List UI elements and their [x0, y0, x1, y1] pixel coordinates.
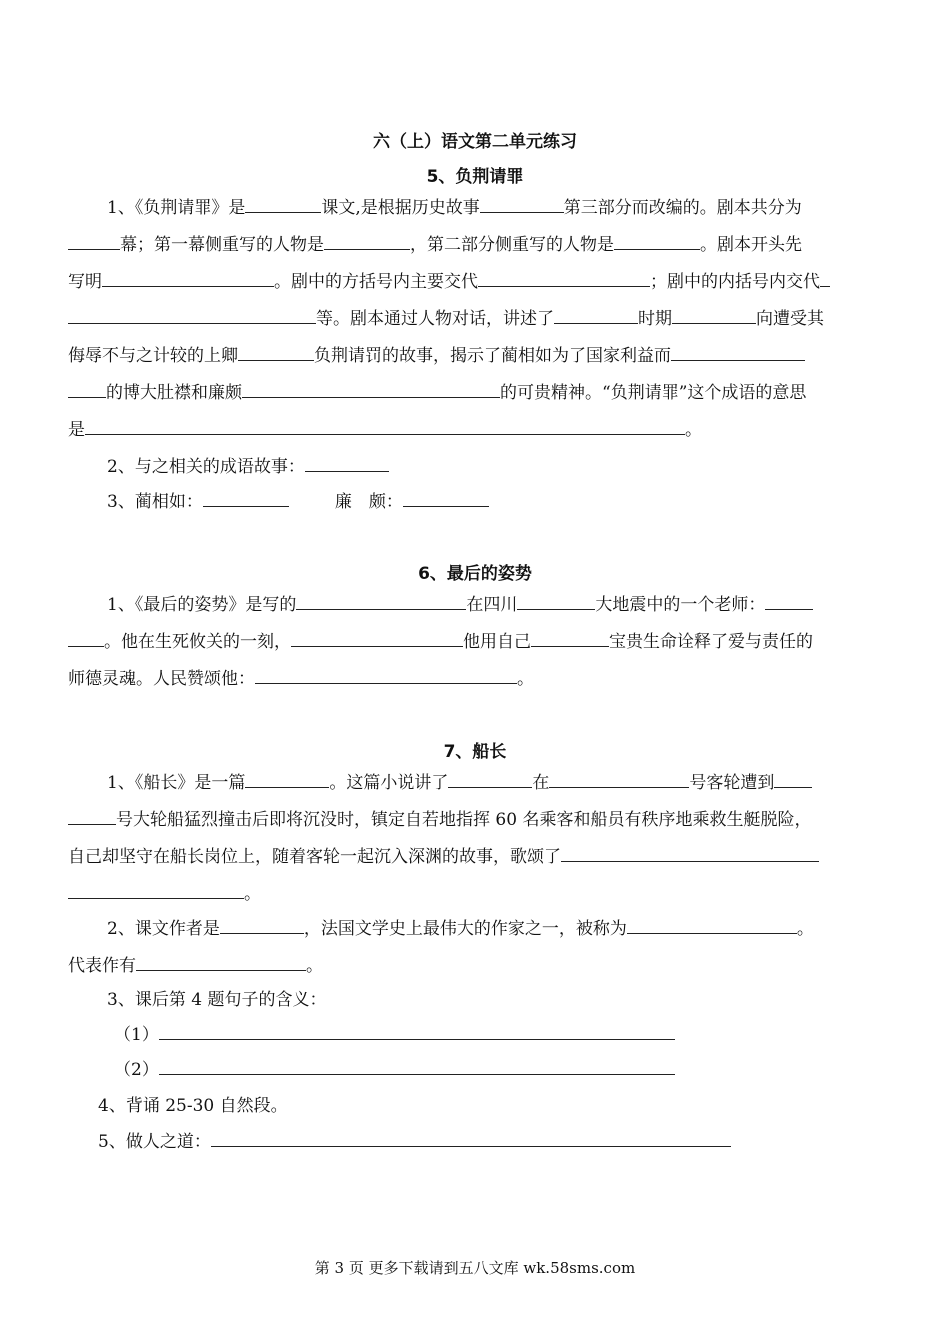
- text: 大地震中的一个老师：: [595, 595, 766, 615]
- fill-blank[interactable]: [627, 917, 797, 934]
- fill-blank[interactable]: [291, 630, 463, 647]
- fill-blank[interactable]: [85, 418, 685, 435]
- fill-blank[interactable]: [238, 344, 314, 361]
- text: （2）: [114, 1060, 159, 1080]
- fill-blank[interactable]: [68, 808, 116, 825]
- text: 廉 颇：: [334, 492, 403, 512]
- text: 。: [796, 919, 814, 939]
- fill-blank[interactable]: [245, 196, 321, 213]
- fill-blank[interactable]: [672, 307, 756, 324]
- fill-blank[interactable]: [159, 1023, 675, 1040]
- text: 5、做人之道：: [98, 1132, 211, 1152]
- s5-paragraph-line-6: [68, 381, 806, 404]
- text: 幕；第一幕侧重写的人物是: [120, 235, 324, 255]
- s5-question-3: [107, 490, 489, 513]
- s7-question-3-item-1: [114, 1023, 675, 1046]
- text: 时期: [638, 309, 672, 329]
- fill-blank[interactable]: [255, 667, 517, 684]
- section-7-heading: 7、船长: [443, 742, 507, 762]
- text: 。: [306, 956, 323, 976]
- fill-blank[interactable]: [159, 1058, 675, 1075]
- text: 3、蔺相如：: [107, 492, 203, 512]
- s7-paragraph-line-2: [68, 808, 811, 831]
- text: 代表作有: [68, 956, 136, 976]
- page-footer: 第 3 页 更多下载请到五八文库 wk.58sms.com: [314, 1259, 636, 1277]
- fill-blank[interactable]: [245, 771, 329, 788]
- text: 。剧中的方括号内主要交代: [274, 272, 478, 292]
- text: 等。剧本通过人物对话，讲述了: [316, 309, 554, 329]
- fill-blank[interactable]: [403, 490, 489, 507]
- text: 是: [68, 420, 85, 440]
- text: ，第二部分侧重写的人物是: [410, 235, 614, 255]
- fill-blank[interactable]: [478, 270, 650, 287]
- s5-paragraph-line-4: [68, 307, 824, 330]
- text: 。剧本开头先: [700, 235, 802, 255]
- fill-blank[interactable]: [136, 954, 306, 971]
- s5-paragraph-line-1: [107, 196, 802, 219]
- section-5-heading: 5、负荆请罪: [426, 167, 524, 187]
- fill-blank[interactable]: [68, 630, 104, 647]
- s7-question-2: [107, 917, 814, 940]
- s5-question-2: [107, 455, 389, 478]
- fill-blank[interactable]: [549, 771, 689, 788]
- s5-paragraph-line-5: [68, 344, 805, 367]
- s6-paragraph-line-1: [107, 593, 813, 616]
- s5-paragraph-line-2: [68, 233, 802, 256]
- fill-blank[interactable]: [614, 233, 700, 250]
- s6-paragraph-line-3: [68, 667, 534, 690]
- s7-paragraph-line-4: [68, 882, 261, 905]
- fill-blank[interactable]: [517, 593, 595, 610]
- fill-blank[interactable]: [68, 882, 244, 899]
- page-title: 六（上）语文第二单元练习: [373, 132, 577, 152]
- section-6-heading: 6、最后的姿势: [418, 564, 532, 584]
- s6-paragraph-line-2: [68, 630, 813, 653]
- fill-blank[interactable]: [765, 593, 813, 610]
- text: 1、《最后的姿势》是写的: [107, 595, 297, 615]
- s7-question-3: 3、课后第 4 题句子的含义：: [107, 990, 327, 1010]
- text: 。他在生死攸关的一刻，: [104, 632, 291, 652]
- text: 号客轮遭到: [689, 773, 775, 793]
- text: 在四川: [466, 595, 518, 615]
- fill-blank[interactable]: [324, 233, 410, 250]
- fill-blank[interactable]: [531, 630, 609, 647]
- text: 向遭受其: [756, 309, 824, 329]
- fill-blank[interactable]: [203, 490, 289, 507]
- fill-blank[interactable]: [671, 344, 805, 361]
- text: 1、《负荆请罪》是: [107, 198, 246, 218]
- s7-question-5: [98, 1130, 731, 1153]
- text: 第三部分而改编的。剧本共分为: [563, 198, 802, 218]
- text: 自己却坚守在船长岗位上，随着客轮一起沉入深渊的故事，歌颂了: [68, 847, 561, 867]
- fill-blank[interactable]: [68, 381, 106, 398]
- text: 。: [685, 420, 702, 440]
- text: ，法国文学史上最伟大的作家之一，被称为: [303, 919, 627, 939]
- text: 的博大肚襟和廉颇: [106, 383, 242, 403]
- s7-question-3-item-2: [114, 1058, 675, 1081]
- text: 他用自己: [463, 632, 531, 652]
- text: （1）: [114, 1025, 159, 1045]
- fill-blank[interactable]: [211, 1130, 731, 1147]
- text: 1、《船长》是一篇: [107, 773, 246, 793]
- fill-blank[interactable]: [102, 270, 274, 287]
- s7-question-4: 4、背诵 25-30 自然段。: [98, 1096, 288, 1116]
- text: 的可贵精神。“负荆请罪”这个成语的意思: [500, 383, 807, 403]
- fill-blank[interactable]: [480, 196, 564, 213]
- text: 课文,是根据历史故事: [321, 198, 480, 218]
- s5-paragraph-line-7: [68, 418, 702, 441]
- text: 在: [532, 773, 550, 793]
- s7-question-2-continued: [68, 954, 323, 977]
- fill-blank[interactable]: [820, 270, 830, 287]
- fill-blank[interactable]: [68, 307, 316, 324]
- fill-blank[interactable]: [448, 771, 532, 788]
- text: 宝贵生命诠释了爱与责任的: [609, 632, 813, 652]
- text: 号大轮船猛烈撞击后即将沉没时，镇定自若地指挥 60 名乘客和船员有秩序地乘救生艇脱险，: [116, 810, 812, 830]
- text: 。: [244, 884, 261, 904]
- fill-blank[interactable]: [220, 917, 304, 934]
- text: 。: [517, 669, 534, 689]
- text: 负荆请罚的故事，揭示了蔺相如为了国家利益而: [314, 346, 671, 366]
- text: 师德灵魂。人民赞颂他：: [68, 669, 255, 689]
- text: 。这篇小说讲了: [329, 773, 449, 793]
- text: ；剧中的内括号内交代: [650, 272, 820, 292]
- s7-paragraph-line-3: [68, 845, 819, 868]
- text: 写明: [68, 272, 102, 292]
- text: 侮辱不与之计较的上卿: [68, 346, 238, 366]
- text: 2、与之相关的成语故事：: [107, 457, 305, 477]
- s5-paragraph-line-3: [68, 270, 830, 293]
- fill-blank[interactable]: [561, 845, 819, 862]
- fill-blank[interactable]: [774, 771, 812, 788]
- fill-blank[interactable]: [242, 381, 500, 398]
- fill-blank[interactable]: [68, 233, 120, 250]
- fill-blank[interactable]: [305, 455, 389, 472]
- text: 2、课文作者是: [107, 919, 220, 939]
- fill-blank[interactable]: [296, 593, 466, 610]
- fill-blank[interactable]: [554, 307, 638, 324]
- s7-paragraph-line-1: [107, 771, 812, 794]
